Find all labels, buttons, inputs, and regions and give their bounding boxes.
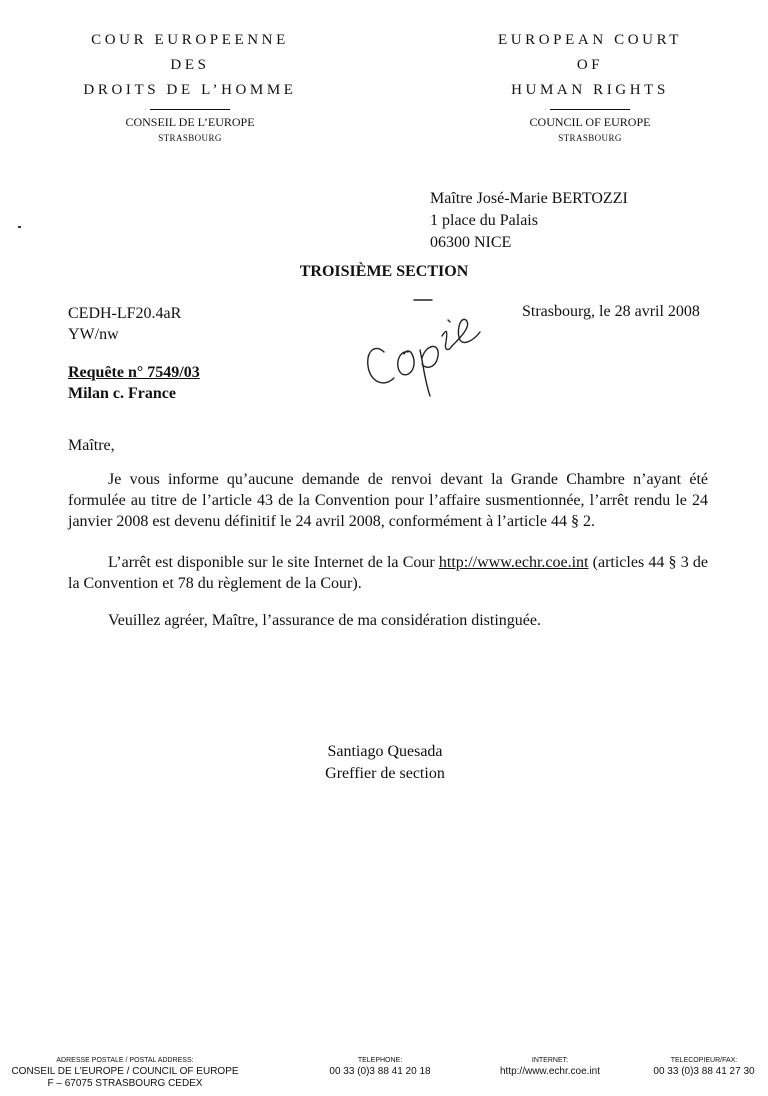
scan-speck (18, 226, 21, 228)
footer-postal-line1: CONSEIL DE L’EUROPE / COUNCIL OF EUROPE (11, 1066, 239, 1077)
footer-internet (470, 1056, 630, 1078)
case-name: Milan c. France (68, 385, 176, 402)
footer-postal-label: ADRESSE POSTALE / POSTAL ADDRESS: (56, 1057, 194, 1064)
case-request-number: Requête n° 7549/03 (68, 364, 200, 381)
handwritten-copie-stamp (362, 288, 492, 398)
paragraph-3-text: Veuillez agréer, Maître, l’assurance de ma considération distinguée. (108, 612, 541, 629)
court-name-fr-line2: DES (170, 57, 210, 73)
court-name-fr-line3: DROITS DE L’HOMME (83, 82, 297, 98)
body-paragraph-1 (68, 469, 708, 532)
footer-telephone (300, 1056, 460, 1078)
letterhead-english (440, 28, 740, 146)
footer-postal-address (0, 1056, 250, 1090)
recipient-name: Maître José-Marie BERTOZZI (430, 190, 628, 207)
reference-code: CEDH-LF20.4aR (68, 305, 182, 322)
court-name-en-line1: EUROPEAN COURT (497, 32, 683, 48)
recipient-city: 06300 NICE (430, 234, 512, 251)
paragraph-1-text: Je vous informe qu’aucune demande de renvoi devant la Grande Chambre n’ayant été formulée au titre de l’article 43 de la Convention pour l’affaire susmentionnée, l’arrêt rendu le 24 janvier 2008 est devenu définitif le 24 avril 2008, conformément à l’article 44 § 2. (68, 471, 708, 530)
signatory-title: Greffier de section (325, 765, 445, 782)
court-name-en-line3: HUMAN RIGHTS (511, 82, 669, 98)
case-block (68, 362, 200, 404)
footer-fax-label: TELECOPIEUR/FAX: (670, 1057, 738, 1064)
reference-block (68, 303, 181, 345)
court-name-fr-line1: COUR EUROPEENNE (91, 32, 289, 48)
footer-internet-value[interactable]: http://www.echr.coe.int (499, 1066, 601, 1077)
footer-internet-label: INTERNET: (531, 1057, 569, 1064)
court-name-en-line2: OF (576, 57, 604, 73)
council-fr: CONSEIL DE L’EUROPE (125, 115, 255, 129)
recipient-street: 1 place du Palais (430, 212, 538, 229)
footer-fax-value: 00 33 (0)3 88 41 27 30 (653, 1066, 755, 1077)
reference-initials: YW/nw (68, 326, 119, 343)
city-en: STRASBOURG (558, 133, 622, 143)
paragraph-2-text-end: (articles 44 § 3 de la Convention et 78 du règlement de la Cour). (68, 554, 709, 592)
salutation: Maître, (68, 437, 115, 454)
signature-block (240, 741, 530, 785)
date-line: Strasbourg, le 28 avril 2008 (522, 303, 700, 320)
footer-postal-line2: F – 67075 STRASBOURG CEDEX (47, 1078, 203, 1089)
footer-fax (640, 1056, 768, 1078)
city-fr: STRASBOURG (158, 133, 222, 143)
paragraph-2-text-start: L’arrêt est disponible sur le site Internet de la Cour (108, 554, 439, 571)
header-divider (150, 109, 230, 110)
header-divider (550, 109, 630, 110)
body-paragraph-3 (68, 610, 708, 631)
section-title: TROISIÈME SECTION (299, 263, 469, 280)
court-website-link[interactable]: http://www.echr.coe.int (438, 554, 589, 571)
recipient-address (430, 188, 628, 254)
council-en: COUNCIL OF EUROPE (529, 115, 651, 129)
letterhead-french (40, 28, 340, 146)
footer-telephone-value: 00 33 (0)3 88 41 20 18 (329, 1066, 431, 1077)
footer-telephone-label: TELEPHONE: (357, 1057, 403, 1064)
signatory-name: Santiago Quesada (327, 743, 443, 760)
body-paragraph-2 (68, 552, 708, 594)
